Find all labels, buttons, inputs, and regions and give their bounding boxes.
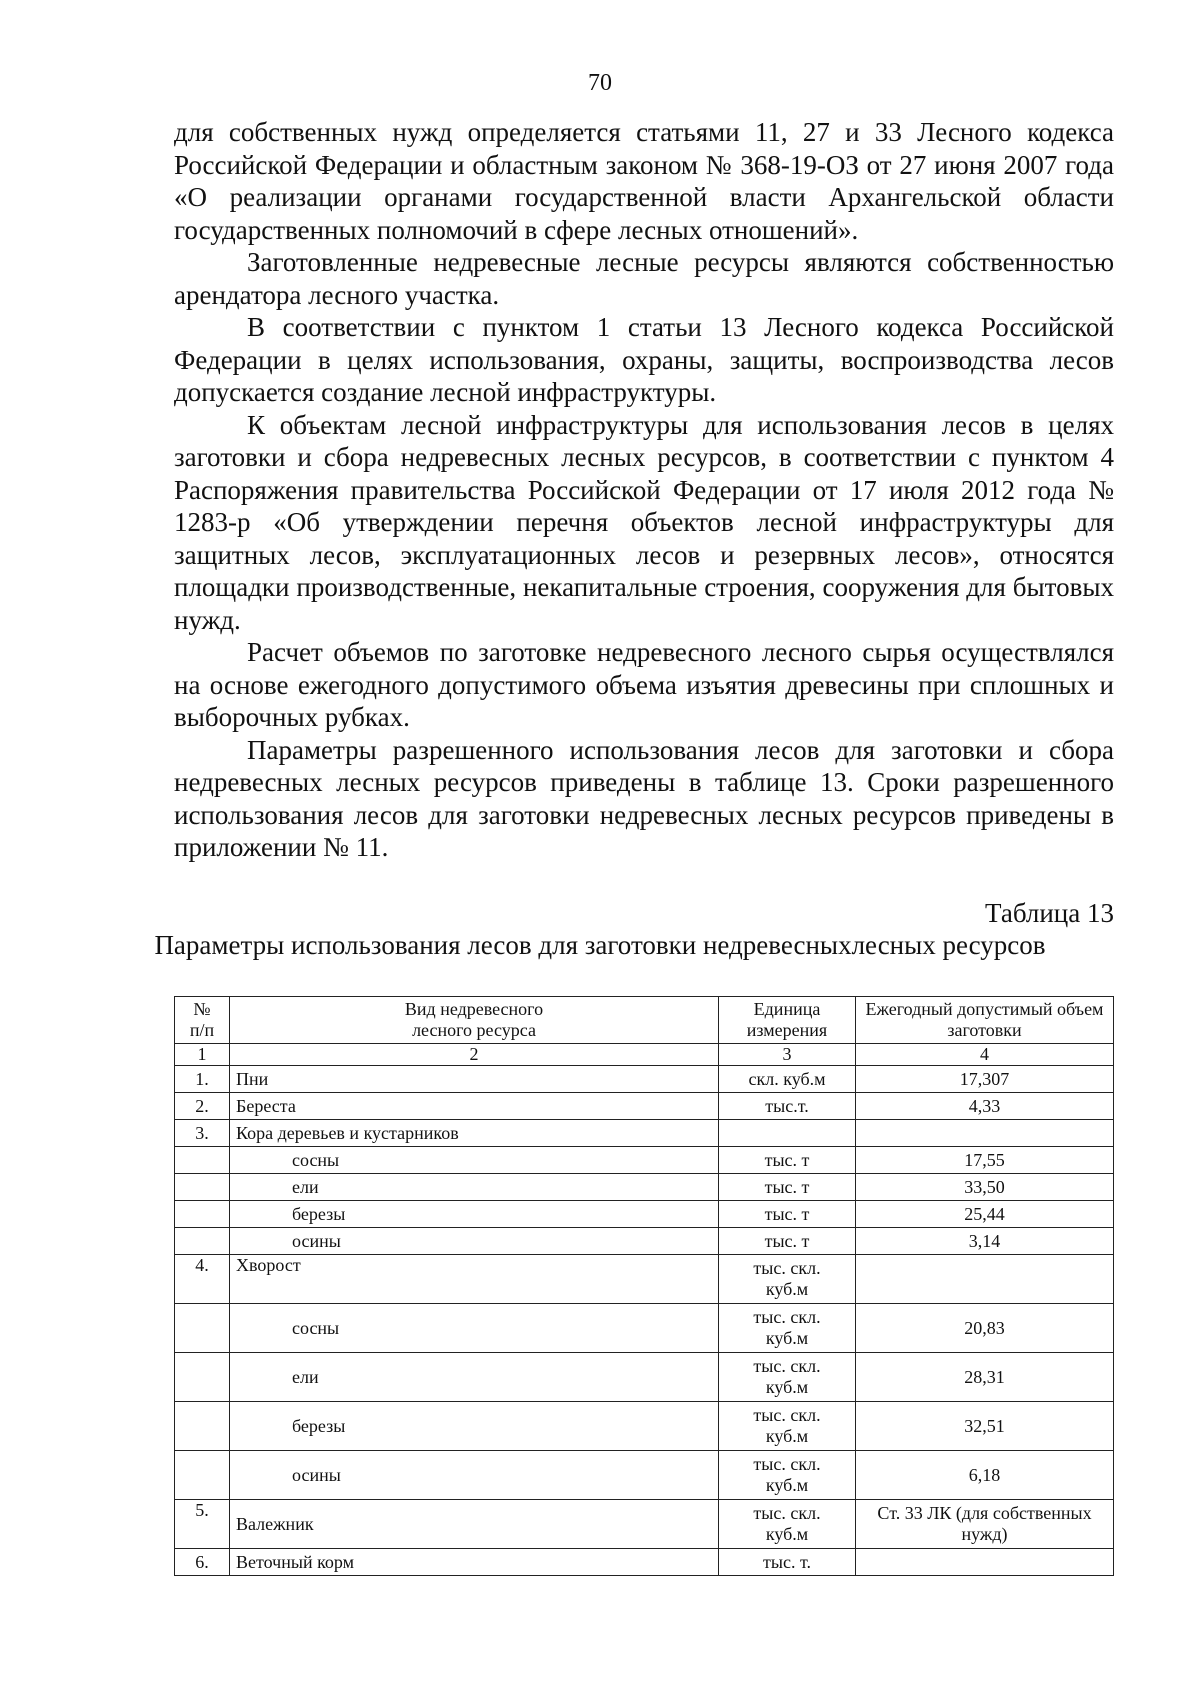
row-unit: тыс. т xyxy=(719,1147,856,1174)
table-row xyxy=(175,1120,1114,1147)
row-unit xyxy=(719,1402,856,1451)
table-row xyxy=(175,1549,1114,1576)
unit-text: тыс. скл. xyxy=(753,1503,821,1523)
unit-text: тыс. скл. xyxy=(753,1356,821,1376)
row-unit: тыс. т xyxy=(719,1174,856,1201)
header-text: лесного ресурса xyxy=(412,1020,536,1040)
table-row xyxy=(175,1228,1114,1255)
row-value: 32,51 xyxy=(856,1402,1114,1451)
row-unit xyxy=(719,1500,856,1549)
row-name: Кора деревьев и кустарников xyxy=(230,1120,719,1147)
row-value: 33,50 xyxy=(856,1174,1114,1201)
row-unit xyxy=(719,1120,856,1147)
header-text: Вид недревесного xyxy=(404,999,544,1019)
column-index: 2 xyxy=(230,1044,719,1066)
row-name: ели xyxy=(230,1174,719,1201)
table-row xyxy=(175,1093,1114,1120)
row-value xyxy=(856,1120,1114,1147)
row-num xyxy=(175,1174,230,1201)
row-num: 2. xyxy=(175,1093,230,1120)
row-num xyxy=(175,1201,230,1228)
row-name: Береста xyxy=(230,1093,719,1120)
row-name: ели xyxy=(230,1353,719,1402)
row-name: осины xyxy=(230,1451,719,1500)
header-value xyxy=(856,997,1114,1044)
row-name: Веточный корм xyxy=(230,1549,719,1576)
row-value: 3,14 xyxy=(856,1228,1114,1255)
unit-text: куб.м xyxy=(765,1426,809,1446)
unit-text: тыс. скл. xyxy=(753,1307,821,1327)
row-name: сосны xyxy=(230,1304,719,1353)
row-unit: тыс. т xyxy=(719,1228,856,1255)
row-num: 1. xyxy=(175,1066,230,1093)
body-text xyxy=(174,116,1114,864)
table-row xyxy=(175,1304,1114,1353)
header-num xyxy=(175,997,230,1044)
row-value: 25,44 xyxy=(856,1201,1114,1228)
paragraph: Расчет объемов по заготовке недревесного лесного сырья осуществлялся на основе ежегодного допустимого объема изъятия древесины при сплошных и выборочных рубках. xyxy=(174,637,1114,732)
paragraph: для собственных нужд определяется статьями 11, 27 и 33 Лесного кодекса Российской Федерации и областным законом № 368-19-ОЗ от 27 июня 2007 года «О реализации органами государственной власти Архангельской области государственных полномочий в сфере лесных отношений». xyxy=(174,117,1114,245)
header-text: Ежегодный допустимый объем xyxy=(865,999,1104,1019)
unit-text: тыс. скл. xyxy=(753,1405,821,1425)
paragraph: К объектам лесной инфраструктуры для использования лесов в целях заготовки и сбора недревесных лесных ресурсов, в соответствии с пунктом 4 Распоряжения правительства Российской Федерации от 17 июля 2012 года № 1283-р «Об утверждении перечня объектов лесной инфраструктуры для защитных лесов, эксплуатационных лесов и резервных лесов», относятся площадки производственные, некапитальные строения, сооружения для бытовых нужд. xyxy=(174,409,1114,635)
header-text: измерения xyxy=(746,1020,828,1040)
unit-text: куб.м xyxy=(765,1475,809,1495)
row-name: березы xyxy=(230,1201,719,1228)
table-row xyxy=(175,1451,1114,1500)
column-index: 1 xyxy=(175,1044,230,1066)
row-name: Пни xyxy=(230,1066,719,1093)
page-number: 70 xyxy=(588,70,612,96)
table-row xyxy=(175,1174,1114,1201)
unit-text: тыс. скл. xyxy=(753,1454,821,1474)
row-unit xyxy=(719,1304,856,1353)
row-value: 6,18 xyxy=(856,1451,1114,1500)
table-caption: Таблица 13 xyxy=(985,898,1114,928)
column-index: 4 xyxy=(856,1044,1114,1066)
row-num xyxy=(175,1451,230,1500)
paragraph: В соответствии с пунктом 1 статьи 13 Лесного кодекса Российской Федерации в целях использования, охраны, защиты, воспроизводства лесов допускается создание лесной инфраструктуры. xyxy=(174,312,1114,407)
parameters-table xyxy=(174,996,1114,1576)
row-name: сосны xyxy=(230,1147,719,1174)
row-value: 17,55 xyxy=(856,1147,1114,1174)
row-num: 4. xyxy=(175,1255,230,1304)
table-header-row xyxy=(175,997,1114,1044)
row-num xyxy=(175,1147,230,1174)
unit-text: куб.м xyxy=(765,1377,809,1397)
row-unit: тыс. т xyxy=(719,1201,856,1228)
row-unit xyxy=(719,1451,856,1500)
header-text: Единица xyxy=(753,999,821,1019)
header-unit xyxy=(719,997,856,1044)
table-row xyxy=(175,1147,1114,1174)
row-unit: тыс. т. xyxy=(719,1549,856,1576)
row-value: 20,83 xyxy=(856,1304,1114,1353)
paragraph: Заготовленные недревесные лесные ресурсы являются собственностью арендатора лесного участка. xyxy=(174,247,1114,310)
row-num xyxy=(175,1402,230,1451)
row-name: Хворост xyxy=(230,1255,719,1304)
table-row xyxy=(175,1402,1114,1451)
unit-text: куб.м xyxy=(765,1524,809,1544)
row-value: 17,307 xyxy=(856,1066,1114,1093)
row-num xyxy=(175,1304,230,1353)
table-row xyxy=(175,1500,1114,1549)
table-title: Параметры использования лесов для заготовки недревесныхлесных ресурсов xyxy=(154,930,1046,960)
row-name: Валежник xyxy=(230,1500,719,1549)
row-unit: тыс.т. xyxy=(719,1093,856,1120)
unit-text: тыс. скл. xyxy=(753,1258,821,1278)
row-name: березы xyxy=(230,1402,719,1451)
row-unit xyxy=(719,1255,856,1304)
row-num: 5. xyxy=(175,1500,230,1549)
table-row xyxy=(175,1255,1114,1304)
unit-text: куб.м xyxy=(765,1279,809,1299)
unit-text: куб.м xyxy=(765,1328,809,1348)
table-row xyxy=(175,1066,1114,1093)
row-num: 3. xyxy=(175,1120,230,1147)
row-value xyxy=(856,1549,1114,1576)
row-unit: скл. куб.м xyxy=(719,1066,856,1093)
row-name: осины xyxy=(230,1228,719,1255)
row-unit xyxy=(719,1353,856,1402)
row-value: Ст. 33 ЛК (для собственных нужд) xyxy=(856,1500,1114,1549)
row-value xyxy=(856,1255,1114,1304)
header-name xyxy=(230,997,719,1044)
row-num xyxy=(175,1353,230,1402)
paragraph: Параметры разрешенного использования лесов для заготовки и сбора недревесных лесных ресурсов приведены в таблице 13. Сроки разрешенного использования лесов для заготовки недревесных лесных ресурсов приведены в приложении № 11. xyxy=(174,734,1114,862)
header-text: заготовки xyxy=(947,1020,1022,1040)
column-index: 3 xyxy=(719,1044,856,1066)
row-value: 4,33 xyxy=(856,1093,1114,1120)
row-num: 6. xyxy=(175,1549,230,1576)
table-row xyxy=(175,1353,1114,1402)
row-num xyxy=(175,1228,230,1255)
header-text: № xyxy=(193,999,211,1019)
row-value: 28,31 xyxy=(856,1353,1114,1402)
header-text: п/п xyxy=(189,1020,215,1040)
column-index-row xyxy=(175,1044,1114,1066)
table-row xyxy=(175,1201,1114,1228)
